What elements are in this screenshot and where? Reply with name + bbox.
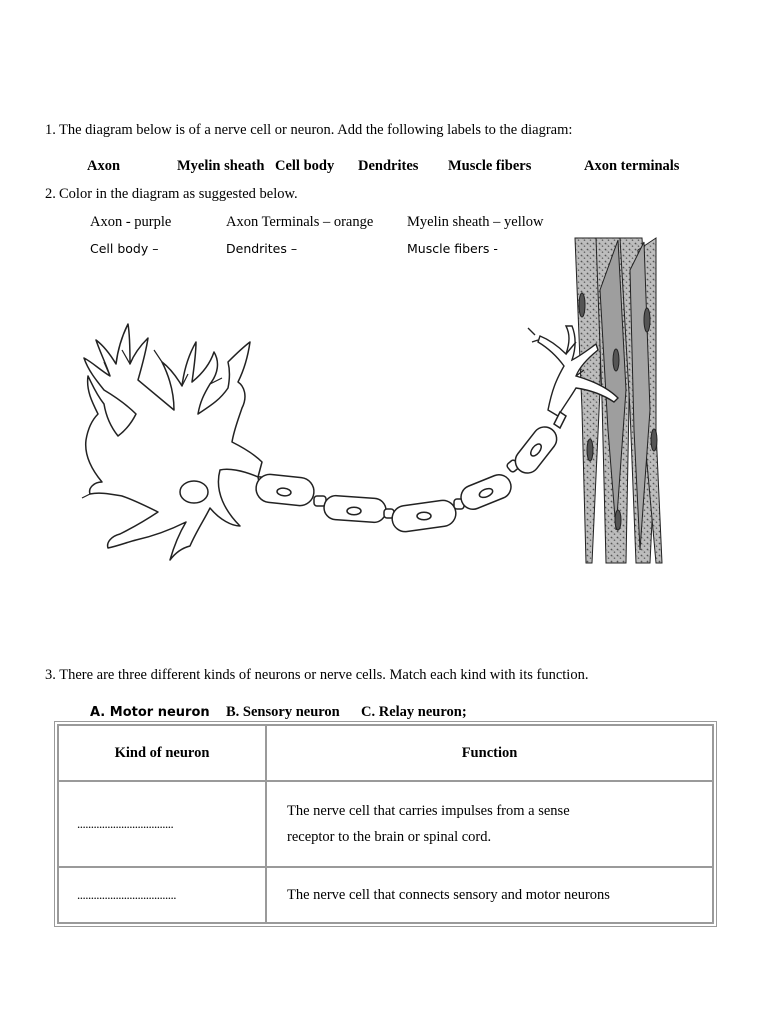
- matching-table: [57, 724, 714, 924]
- label-muscle-fibers: Muscle fibers: [448, 158, 532, 174]
- label-axon-terminals: Axon terminals: [584, 158, 680, 174]
- color-cell-body: Cell body –: [90, 241, 159, 256]
- nucleus-drawing: [180, 481, 208, 503]
- option-c: C. Relay neuron;: [361, 704, 467, 720]
- function-cell: [266, 781, 713, 867]
- q2-number: 2.: [45, 186, 56, 202]
- option-a: A. Motor neuron: [90, 705, 210, 720]
- q3-instruction: 3. There are three different kinds of neurons or nerve cells. Match each kind with its function.: [45, 667, 589, 683]
- function-cell: [266, 867, 713, 923]
- table-row: [58, 867, 713, 923]
- label-dendrites: Dendrites: [358, 158, 419, 174]
- muscle-fibers-drawing: [575, 238, 662, 563]
- q1-instruction: The diagram below is of a nerve cell or neuron. Add the following labels to the diagram:: [59, 122, 573, 138]
- header-kind-of-neuron: Kind of neuron: [58, 725, 266, 781]
- axon-drawing: [255, 412, 566, 533]
- q1-number: 1.: [45, 122, 56, 138]
- cell-body-drawing: [82, 324, 262, 560]
- color-muscle-fibers: Muscle fibers -: [407, 241, 498, 256]
- table-header-row: [58, 725, 713, 781]
- function-text-line: receptor to the brain or spinal cord.: [287, 829, 492, 845]
- label-cell-body: Cell body: [275, 158, 335, 174]
- label-myelin-sheath: Myelin sheath: [177, 158, 265, 174]
- answer-blank[interactable]: [58, 867, 266, 923]
- color-dendrites: Dendrites –: [226, 241, 298, 256]
- answer-blank-dots: ....................................: [77, 887, 176, 902]
- header-function: Function: [266, 725, 713, 781]
- color-axon-terminals: Axon Terminals – orange: [226, 214, 374, 230]
- table-row: [58, 781, 713, 867]
- answer-blank[interactable]: [58, 781, 266, 867]
- neuron-diagram: [70, 230, 680, 600]
- option-b: B. Sensory neuron: [226, 704, 340, 720]
- q2-instruction: Color in the diagram as suggested below.: [59, 186, 298, 202]
- function-text-line: The nerve cell that connects sensory and motor neurons: [287, 887, 610, 903]
- label-axon: Axon: [87, 158, 121, 174]
- answer-blank-dots: ...................................: [77, 816, 174, 831]
- color-myelin-sheath: Myelin sheath – yellow: [407, 214, 544, 230]
- function-text-line: The nerve cell that carries impulses from a sense: [287, 803, 570, 819]
- color-axon: Axon - purple: [90, 214, 172, 230]
